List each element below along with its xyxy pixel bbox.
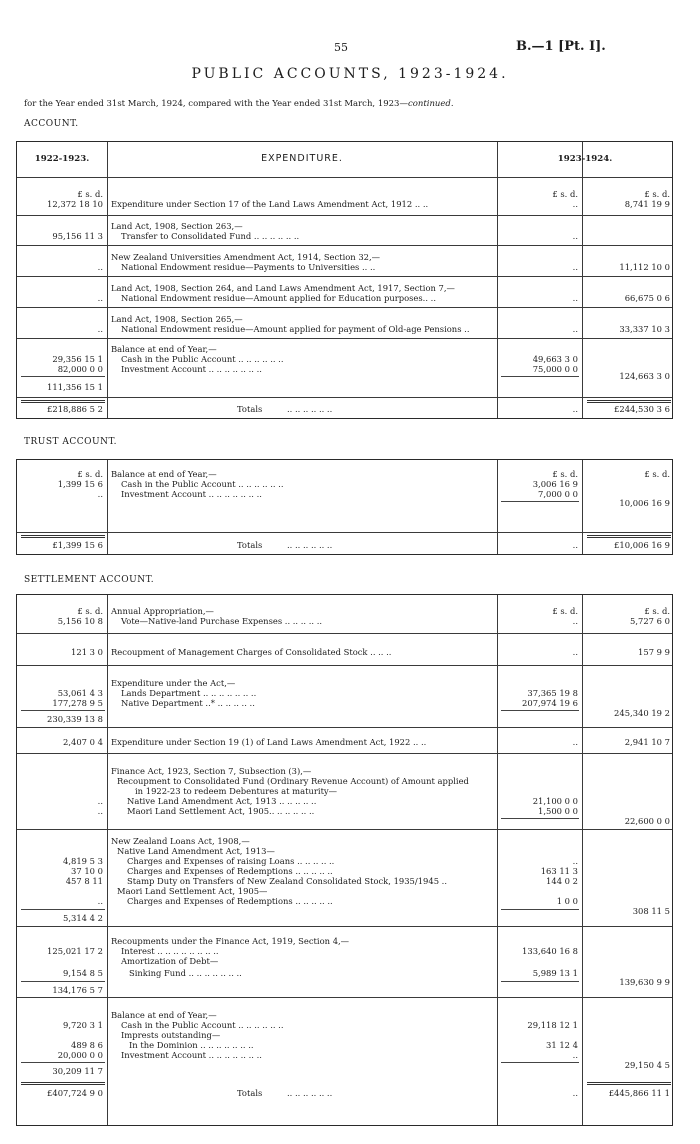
settlement-s5-native-land-a: 21,100 0 0 (532, 796, 578, 806)
settlement-s8-dominion-prev: 489 8 6 (71, 1040, 103, 1050)
settlement-s7-b: 139,630 9 9 (619, 977, 670, 987)
settlement-s5-subheading: Recoupment to Consolidated Fund (Ordinary Revenue Account) of Amount applied (117, 776, 469, 786)
settlement-section-title: SETTLEMENT ACCOUNT. (24, 575, 155, 585)
settlement-s5-heading: Finance Act, 1923, Section 7, Subsection (3),— (111, 766, 312, 776)
trust-investment-prev: .. (97, 489, 103, 499)
settlement-totals-b: £445,866 11 1 (608, 1088, 670, 1098)
settlement-s6-redemptions-a: 163 11 3 (540, 866, 578, 876)
settlement-totals-prev: £407,724 9 0 (47, 1088, 103, 1098)
settlement-s7-interest-desc: Interest .. .. .. .. .. .. .. .. (121, 946, 219, 956)
trust-unit-a: £ s. d. (552, 469, 578, 479)
settlement-s6-maori-redemptions-a: 1 0 0 (556, 896, 578, 906)
account-row2-heading: Land Act, 1908, Section 263,— (111, 221, 243, 231)
settlement-s5-native-land-prev: .. (97, 796, 103, 806)
settlement-s7-heading: Recoupments under the Finance Act, 1919, Section 4,— (111, 936, 350, 946)
settlement-s6-stamp-duty-prev: 457 8 11 (65, 876, 103, 886)
trust-table (16, 459, 673, 555)
settlement-s6-subheading-2: Maori Land Settlement Act, 1905— (117, 886, 268, 896)
account-totals-label: Totals (237, 404, 263, 414)
settlement-s8-cash-a: 29,118 12 1 (527, 1020, 578, 1030)
account-balance-cash-a: 49,663 3 0 (532, 354, 578, 364)
account-row3-a: .. (572, 262, 578, 272)
settlement-s5-maori-land-a: 1,500 0 0 (538, 806, 578, 816)
trust-totals-b: £10,006 16 9 (614, 540, 670, 550)
account-row4-b: 66,675 0 6 (624, 293, 670, 303)
settlement-s6-stamp-duty-a: 144 0 2 (546, 876, 578, 886)
account-row4-a: .. (572, 293, 578, 303)
settlement-s1-b: 5,727 6 0 (630, 616, 670, 626)
settlement-s6-subheading: Native Land Amendment Act, 1913— (117, 846, 275, 856)
settlement-s3-native-a: 207,974 19 6 (522, 698, 578, 708)
settlement-s6-raising-prev: 4,819 5 3 (63, 856, 103, 866)
settlement-s3-heading: Expenditure under the Act,— (111, 678, 236, 688)
settlement-s2-desc: Recoupment of Management Charges of Consolidated Stock .. .. .. (111, 647, 392, 657)
account-row3-b: 11,112 10 0 (619, 262, 670, 272)
settlement-s6-redemptions-prev: 37 10 0 (71, 866, 103, 876)
settlement-s4-b: 2,941 10 7 (624, 737, 670, 747)
settlement-s8-cash-prev: 9,720 3 1 (63, 1020, 103, 1030)
account-row5-prev: .. (97, 324, 103, 334)
settlement-s4-desc: Expenditure under Section 19 (1) of Land Laws Amendment Act, 1922 .. .. (111, 737, 427, 747)
account-balance-subtotal-prev: 111,356 15 1 (47, 382, 103, 392)
unit-header-prev: £ s. d. (77, 189, 103, 199)
unit-header-curr-b: £ s. d. (644, 189, 670, 199)
settlement-s7-subtotal-prev: 134,176 5 7 (52, 985, 103, 995)
settlement-table (16, 594, 673, 1126)
settlement-unit-prev: £ s. d. (77, 606, 103, 616)
settlement-s8-heading: Balance at end of Year,— (111, 1010, 217, 1020)
settlement-s3-lands-desc: Lands Department .. .. .. .. .. .. .. (121, 688, 257, 698)
column-header-1923-1924: 1923-1924. (557, 154, 613, 164)
settlement-s2-a: .. (572, 647, 578, 657)
settlement-s8-dominion-desc: In the Dominion .. .. .. .. .. .. .. (129, 1040, 254, 1050)
trust-balance-b: 10,006 16 9 (619, 498, 670, 508)
account-row4-desc: National Endowment residue—Amount applied for Education purposes.. .. (121, 293, 436, 303)
settlement-s5-subheading-cont: in 1922-23 to redeem Debentures at maturity— (135, 786, 338, 796)
account-row1-desc: Expenditure under Section 17 of the Land Laws Amendment Act, 1912 .. .. (111, 199, 429, 209)
account-row1-a: .. (572, 199, 578, 209)
account-balance-investment-prev: 82,000 0 0 (57, 364, 103, 374)
account-balance-cash-desc: Cash in the Public Account .. .. .. .. .. .. (121, 354, 284, 364)
account-row3-desc: National Endowment residue—Payments to Universities .. .. (121, 262, 376, 272)
settlement-s6-raising-desc: Charges and Expenses of raising Loans .. .. .. .. .. (127, 856, 335, 866)
settlement-s7-interest-prev: 125,021 17 2 (47, 946, 103, 956)
settlement-s7-interest-a: 133,640 16 8 (522, 946, 578, 956)
subtitle-main: for the Year ended 31st March, 1924, compared with the Year ended 31st March, 1923— (24, 99, 408, 109)
settlement-s5-native-land-desc: Native Land Amendment Act, 1913 .. .. .. .. .. (127, 796, 317, 806)
account-row2-desc: Transfer to Consolidated Fund .. .. .. .. .. .. (121, 231, 300, 241)
account-totals-prev: £218,886 5 2 (47, 404, 103, 414)
account-row3-heading: New Zealand Universities Amendment Act, 1914, Section 32,— (111, 252, 381, 262)
subtitle-continued: continued. (407, 99, 454, 109)
account-table (16, 141, 673, 419)
trust-investment-a: 7,000 0 0 (538, 489, 578, 499)
settlement-s6-stamp-duty-desc: Stamp Duty on Transfers of New Zealand Consolidated Stock, 1935/1945 .. (127, 876, 448, 886)
trust-section-title: TRUST ACCOUNT. (24, 437, 118, 447)
settlement-s8-investment-prev: 20,000 0 0 (57, 1050, 103, 1060)
trust-cash-prev: 1,399 15 6 (57, 479, 103, 489)
column-header-1922-1923: 1922-1923. (34, 154, 90, 164)
settlement-s6-maori-redemptions-desc: Charges and Expenses of Redemptions .. .. .. .. .. (127, 896, 333, 906)
settlement-s6-raising-a: .. (572, 856, 578, 866)
account-balance-heading: Balance at end of Year,— (111, 344, 217, 354)
settlement-s3-b: 245,340 19 2 (614, 708, 670, 718)
account-row1-prev: 12,372 18 10 (47, 199, 103, 209)
settlement-s1-a: .. (572, 616, 578, 626)
settlement-s7-sinking-fund-a: 5,989 13 1 (532, 968, 578, 978)
settlement-s6-b: 308 11 5 (632, 906, 670, 916)
trust-cash-a: 3,006 16 9 (532, 479, 578, 489)
account-balance-b: 124,663 3 0 (619, 371, 670, 381)
settlement-s3-native-prev: 177,278 9 5 (52, 698, 103, 708)
account-totals-leader: .. .. .. .. .. .. (287, 404, 333, 414)
unit-header-curr-a: £ s. d. (552, 189, 578, 199)
settlement-unit-a: £ s. d. (552, 606, 578, 616)
trust-totals-prev: £1,399 15 6 (52, 540, 103, 550)
settlement-s6-heading: New Zealand Loans Act, 1908,— (111, 836, 250, 846)
account-row5-desc: National Endowment residue—Amount applied for payment of Old-age Pensions .. (121, 324, 470, 334)
account-row4-prev: .. (97, 293, 103, 303)
account-balance-investment-desc: Investment Account .. .. .. .. .. .. .. (121, 364, 262, 374)
trust-unit-prev: £ s. d. (77, 469, 103, 479)
settlement-totals-a: .. (572, 1088, 578, 1098)
settlement-s6-maori-redemptions-prev: .. (97, 896, 103, 906)
column-header-expenditure: EXPENDITURE. (261, 153, 343, 164)
account-balance-cash-prev: 29,356 15 1 (52, 354, 103, 364)
settlement-s3-native-desc: Native Department ..* .. .. .. .. .. (121, 698, 255, 708)
page-number: 55 (334, 41, 348, 54)
settlement-s1-heading: Annual Appropriation,— (111, 606, 214, 616)
settlement-s1-prev: 5,156 10 8 (57, 616, 103, 626)
settlement-s8-imprests-heading: Imprests outstanding— (121, 1030, 221, 1040)
document-reference: B.—1 [Pt. I]. (516, 39, 606, 54)
account-row3-prev: .. (97, 262, 103, 272)
trust-totals-a: .. (572, 540, 578, 550)
settlement-s8-b: 29,150 4 5 (624, 1060, 670, 1070)
settlement-s5-maori-land-prev: .. (97, 806, 103, 816)
account-row5-b: 33,337 10 3 (619, 324, 670, 334)
settlement-s8-dominion-a: 31 12 4 (546, 1040, 578, 1050)
page-title: PUBLIC ACCOUNTS, 1923-1924. (191, 66, 509, 82)
settlement-s3-subtotal-prev: 230,339 13 8 (47, 714, 103, 724)
settlement-s1-desc: Vote—Native-land Purchase Expenses .. .. .. .. .. (121, 616, 323, 626)
trust-investment-desc: Investment Account .. .. .. .. .. .. .. (121, 489, 262, 499)
settlement-s2-prev: 121 3 0 (71, 647, 103, 657)
page-subtitle (24, 99, 454, 109)
trust-unit-b: £ s. d. (644, 469, 670, 479)
settlement-s7-amortization-heading: Amortization of Debt— (121, 956, 219, 966)
settlement-s8-subtotal-prev: 30,209 11 7 (52, 1066, 103, 1076)
account-totals-b: £244,530 3 6 (614, 404, 670, 414)
settlement-s2-b: 157 9 9 (638, 647, 670, 657)
account-row4-heading: Land Act, 1908, Section 264, and Land Laws Amendment Act, 1917, Section 7,— (111, 283, 455, 293)
settlement-s3-lands-prev: 53,061 4 3 (57, 688, 103, 698)
settlement-totals-label: Totals (237, 1088, 263, 1098)
trust-totals-leader: .. .. .. .. .. .. (287, 540, 333, 550)
trust-totals-label: Totals (237, 540, 263, 550)
trust-balance-heading: Balance at end of Year,— (111, 469, 217, 479)
settlement-s8-investment-desc: Investment Account .. .. .. .. .. .. .. (121, 1050, 262, 1060)
settlement-s8-cash-desc: Cash in the Public Account .. .. .. .. .. .. (121, 1020, 284, 1030)
settlement-totals-leader: .. .. .. .. .. .. (287, 1088, 333, 1098)
settlement-s7-sinking-fund-prev: 9,154 8 5 (63, 968, 103, 978)
settlement-s7-sinking-fund-desc: Sinking Fund .. .. .. .. .. .. .. (129, 968, 242, 978)
account-balance-investment-a: 75,000 0 0 (532, 364, 578, 374)
account-row5-heading: Land Act, 1908, Section 265,— (111, 314, 243, 324)
settlement-unit-b: £ s. d. (644, 606, 670, 616)
settlement-s3-lands-a: 37,365 19 8 (527, 688, 578, 698)
settlement-s4-a: .. (572, 737, 578, 747)
settlement-s6-subtotal-prev: 5,314 4 2 (63, 913, 103, 923)
settlement-s4-prev: 2,407 0 4 (63, 737, 103, 747)
account-section-title: ACCOUNT. (24, 119, 79, 129)
settlement-s5-b: 22,600 0 0 (624, 816, 670, 826)
account-totals-a: .. (572, 404, 578, 414)
settlement-s6-redemptions-desc: Charges and Expenses of Redemptions .. .. .. .. .. (127, 866, 333, 876)
account-row2-a: .. (572, 231, 578, 241)
settlement-s8-investment-a: .. (572, 1050, 578, 1060)
account-row1-b: 8,741 19 9 (624, 199, 670, 209)
trust-cash-desc: Cash in the Public Account .. .. .. .. .. .. (121, 479, 284, 489)
account-row5-a: .. (572, 324, 578, 334)
account-row2-prev: 95,156 11 3 (52, 231, 103, 241)
settlement-s5-maori-land-desc: Maori Land Settlement Act, 1905.. .. .. .. .. .. (127, 806, 315, 816)
